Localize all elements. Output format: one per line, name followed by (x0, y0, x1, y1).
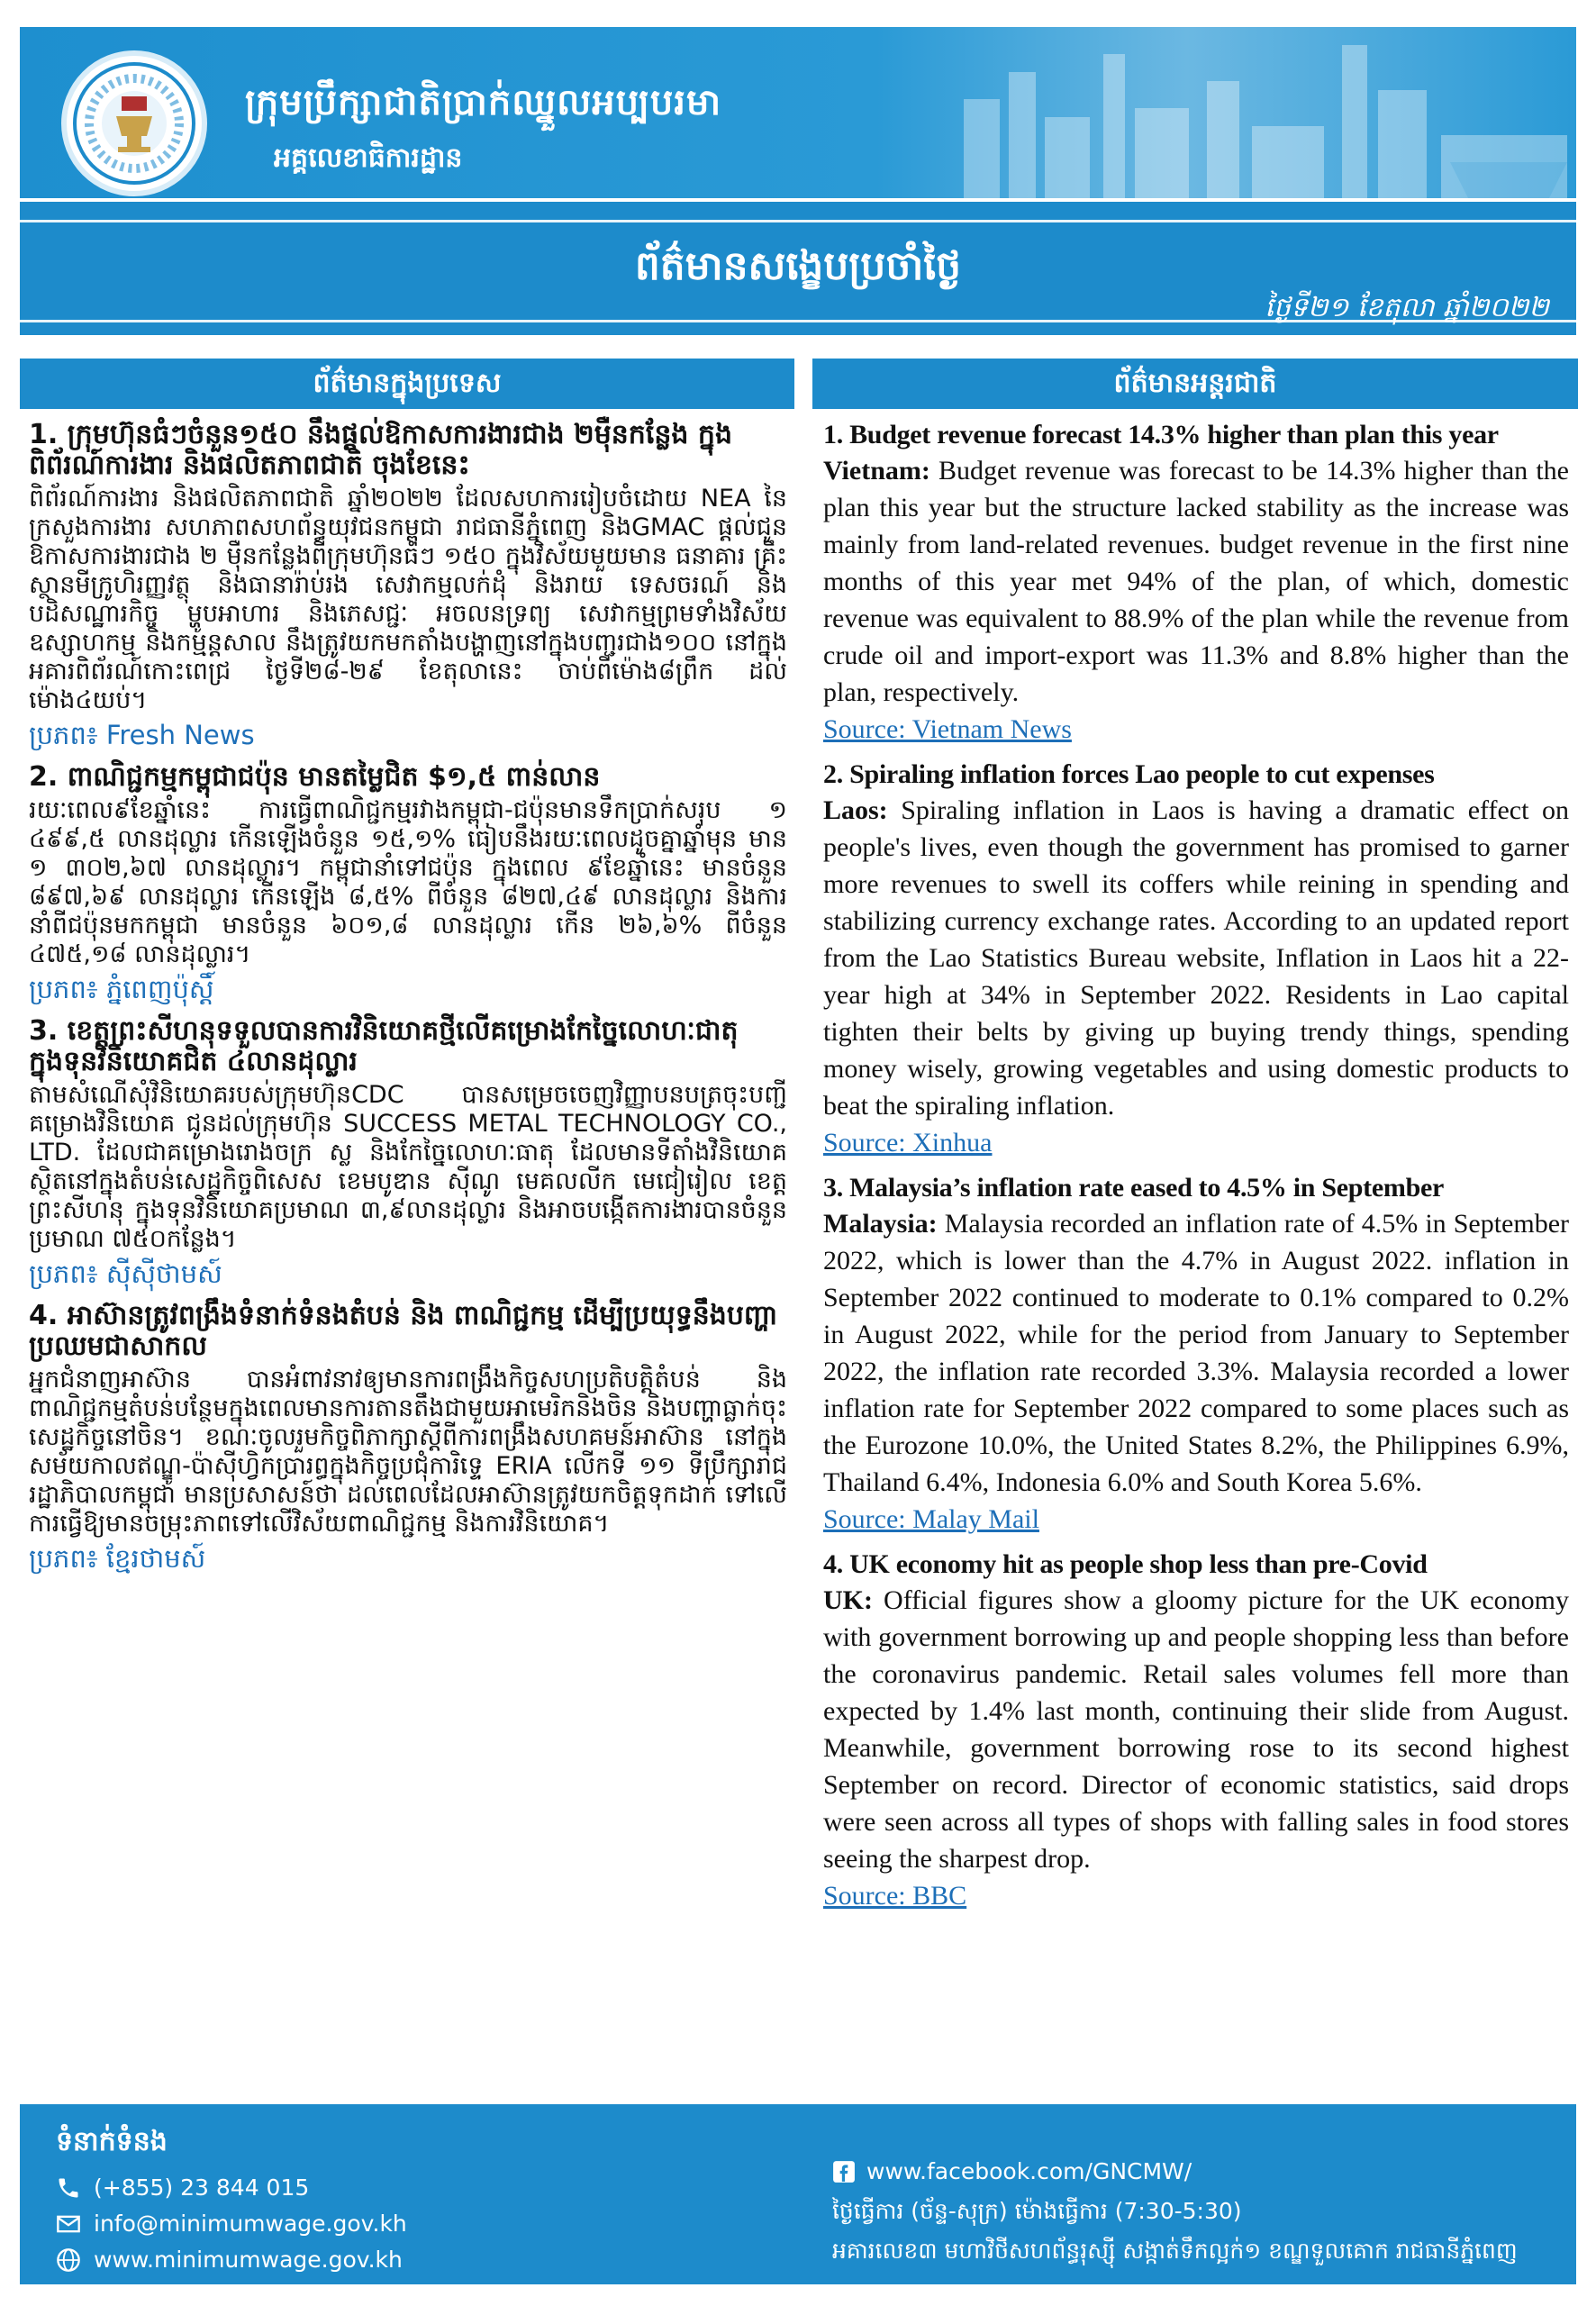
organization-name: ក្រុមប្រឹក្សាជាតិប្រាក់ឈ្នួលអប្បបរមា (245, 81, 722, 123)
news-item (20, 420, 794, 751)
globe-icon (56, 2247, 81, 2273)
international-news-column (812, 359, 1578, 1915)
news-body (823, 792, 1569, 1124)
facebook-icon (832, 2160, 856, 2183)
news-title: 2. ពាណិជ្ជកម្មកម្ពុជាជប៉ុន មានតម្លៃជិត $១,៥ ពាន់លាន (29, 761, 601, 793)
news-title: 3. ខេត្តព្រះសីហនុទទួលបានការវិនិយោគថ្មីលើគម្រោងកែច្នៃលោហៈជាតុក្នុងទុនវិនិយោគជិត ៤លានដុល្លារ (29, 1015, 739, 1077)
news-source-link[interactable]: ប្រភព៖ ខ្មែរថាមស៍ (29, 1543, 206, 1574)
domestic-news-column (20, 359, 794, 1575)
news-text: Official figures show a gloomy picture for the UK economy with government borrowing up and people shopping less than before the coronavirus pandemic. Retail sales volumes fell more than expected by 1.4% last month, continuing their slide from August. Meanwhile, government borrowing rose to its second highest September on record. Director of economic statistics, said drops were seen across all types of shops with falling sales in food stores seeing the sharpest drop. (823, 1585, 1569, 1874)
news-body: អ្នកជំនាញអាស៊ាន បានអំពាវនាវឲ្យមានការពង្រឹងកិច្ចសហប្រតិបត្តិតំបន់ និងពាណិជ្ជកម្មតំបន់បន្ថែមក្នុងពេលមានការតានតឹងជាមួយអាមេរិកនិងចិន និងបញ្ហាធ្លាក់ចុះសេដ្ឋកិច្ចនៅចិន។ ខណៈចូលរួមកិច្ចពិភាក្សាស្តីពីការពង្រឹងសហគមន៍អាស៊ាន នៅក្នុងសម័យកាលឥណ្ឌូ-ប៉ាស៊ីហ្វិកប្រារព្ធក្នុងកិច្ចប្រជុំការិទ្ទេ ERIA លើកទី ១១ ទីប្រឹក្សារាជរដ្ឋាភិបាលកម្ពុជា មានប្រសាសន៍ថា ដល់ពេលដែលអាស៊ានត្រូវយកចិត្តទុកដាក់ ទៅលើការធ្វើឱ្យមានចម្រុះភាពទៅលើវិស័យពាណិជ្ជកម្ម និងការវិនិយោគ។ (29, 1366, 787, 1538)
news-source-link[interactable]: ប្រភព៖ ភ្នំពេញប៉ុស្តិ៍ (29, 974, 214, 1004)
working-hours: ថ្ងៃធ្វើការ (ច័ន្ទ-សុក្រ) ម៉ោងធ្វើការ (7:30-5:30) (832, 2198, 1242, 2224)
header-banner (20, 27, 1576, 216)
news-text: Budget revenue was forecast to be 14.3% higher than the plan this year but the structure lacked stability as the increase was mainly from land-related revenues. budget revenue in the first nine months of this year met 94% of the plan, of which, domestic revenue was equivalent to 88.9% of the plan while the revenue from crude oil and import-export was 11.3% and 8.8% higher than the plan, respectively. (823, 456, 1569, 707)
news-text: Malaysia recorded an inflation rate of 4.5% in September 2022, which is lower than the 4.7% in August 2022. inflation in September 2022 continued to moderate to 0.1% compared to 0.2% in August 2022, while for the period from January to September 2022, the inflation rate recorded 3.3%. Malaysia recorded a lower inflation rate for September 2022 compared to some places such as the Eurozone 10.0%, the United States 8.2%, the Philippines 6.9%, Thailand 6.4%, Indonesia 6.0% and South Korea 5.6%. (823, 1209, 1569, 1497)
news-item (20, 1301, 794, 1575)
news-source-link[interactable]: Source: Vietnam News (823, 714, 1072, 744)
organization-subtitle: អគ្គលេខាធិការដ្ឋាន (274, 142, 463, 174)
news-item (812, 1171, 1578, 1539)
news-item (812, 758, 1578, 1162)
email-icon (56, 2211, 81, 2237)
contact-phone (56, 2174, 309, 2201)
news-source-link[interactable]: Source: Xinhua (823, 1128, 993, 1158)
contact-website (56, 2247, 403, 2273)
news-body (823, 1205, 1569, 1501)
news-country: Laos: (823, 795, 888, 825)
council-seal-icon (71, 60, 197, 186)
facebook-link[interactable]: www.facebook.com/GNCMW/ (866, 2158, 1192, 2184)
news-item (812, 1548, 1578, 1915)
news-body: តាមសំណើសុំវិនិយោគរបស់ក្រុមហ៊ុនCDC បានសម្រេចចេញវិញ្ញាបនបត្រចុះបញ្ជីគម្រោងវិនិយោគ ជូនដល់ក្រុមហ៊ុន SUCCESS METAL TECHNOLOGY CO., LTD. ដែលជាគម្រោងរោងចក្រ ស្ល និងកែច្នៃលោហៈធាតុ ដែលមានទីតាំងវិនិយោគស្ថិតនៅក្នុងតំបន់សេដ្ឋកិច្ចពិសេស ខេមបូឌាន ស៊ីណូ មេគលលីក មេជៀរៀល ខេត្តព្រះសីហនុ ក្នុងទុនវិនិយោគប្រមាណ ៣,៩លានដុល្លារ និងអាចបង្កើតការងារបានចំនួនប្រមាណ ៧៥០កន្លែង។ (29, 1081, 787, 1253)
news-source-link[interactable]: Source: Malay Mail (823, 1504, 1039, 1534)
phone-icon (56, 2175, 81, 2201)
divider (20, 220, 1576, 222)
domestic-news-heading: ព័ត៌មានក្នុងប្រទេស (20, 359, 794, 409)
news-title: 2. Spiraling inflation forces Lao people to cut expenses (823, 759, 1435, 789)
news-source-link[interactable]: ប្រភព៖ ស៊ីស៊ីថាមស៍ (29, 1258, 222, 1289)
news-body (823, 1582, 1569, 1877)
news-title: 4. UK economy hit as people shop less than pre-Covid (823, 1549, 1428, 1579)
news-title: 1. ក្រុមហ៊ុនធំៗចំនួន១៥០ នឹងផ្តល់ឱកាសការងារជាង ២ម៉ឺនកន្លែង ក្នុងពិព័រណ៍ការងារ និងផលិតភាពជាតិ ចុងខែនេះ (29, 419, 732, 481)
news-title: 1. Budget revenue forecast 14.3% higher than plan this year (823, 420, 1499, 449)
issue-date: ថ្ងៃទី២១ ខែតុលា ឆ្នាំ២០២២ (1265, 292, 1549, 323)
international-news-heading: ព័ត៌មានអន្តរជាតិ (812, 359, 1578, 409)
contact-email (56, 2211, 407, 2237)
news-text: Spiraling inflation in Laos is having a dramatic effect on people's lives, even though the government has promised to garner more revenues to swell its coffers while reining in spending and stabilizing currency exchange rates. According to an updated report from the Lao Statistics Bureau website, Inflation in Laos hit a 22-year high at 34% in September 2022. Residents in Lao capital tighten their belts by giving up buying trendy things, spending money wisely, growing vegetables and using domestic products to beat the spiraling inflation. (823, 795, 1569, 1121)
contact-title: ទំនាក់ទំនង (56, 2126, 168, 2157)
title-banner (20, 198, 1576, 335)
logo (61, 50, 207, 196)
news-body (823, 452, 1569, 711)
news-title: 4. អាស៊ានត្រូវពង្រឹងទំនាក់ទំនងតំបន់ និង ពាណិជ្ជកម្ម ដើម្បីប្រយុទ្ធនឹងបញ្ហាប្រឈមជាសាកល (29, 1300, 778, 1362)
news-country: UK: (823, 1585, 873, 1615)
news-country: Vietnam: (823, 456, 930, 486)
contact-facebook (832, 2158, 1192, 2184)
news-title: 3. Malaysia’s inflation rate eased to 4.5% in September (823, 1173, 1444, 1203)
news-country: Malaysia: (823, 1209, 938, 1239)
website-link[interactable]: www.minimumwage.gov.kh (94, 2247, 403, 2273)
news-body: ពិព័រណ៍ការងារ និងផលិតភាពជាតិ ឆ្នាំ២០២២ ដែលសហការរៀបចំដោយ NEA នៃក្រសួងការងារ សហភាពសហព័ន្ធយុវជនកម្ពុជា រាជធានីភ្នំពេញ និងGMAC ផ្តល់ជូនឱកាសការងារជាង ២ ម៉ឺនកន្លែងពីក្រុមហ៊ុនធំៗ ១៥០ ក្នុងវិស័យមួយមាន ធនាគារ គ្រឹះស្ថានមីក្រូហិរញ្ញវត្ថុ និងធានារ៉ាប់រង សេវាកម្មលក់ដុំ និងរាយ ទេសចរណ៍ និងបដិសណ្ឋារកិច្ច ម្ហូបអាហារ និងភេសជ្ជៈ អចលនទ្រព្យ សេវាកម្មព្រមទាំងវិស័យឧស្សាហកម្ម និងកម្មន្តសាល នឹងត្រូវយកមកតាំងបង្ហាញនៅក្នុងបញ្ជរជាង១០០ នៅក្នុងអគារពិព័រណ៍កោះពេជ្រ ថ្ងៃទី២៨-២៩ ខែតុលានេះ ចាប់ពីម៉ោង៨ព្រឹក ដល់ម៉ោង៤យប់។ (29, 485, 787, 714)
news-body: រយៈពេល៩ខែឆ្នាំនេះ ការធ្វើពាណិជ្ជកម្មរវាងកម្ពុជា-ជប៉ុនមានទឹកប្រាក់សរុប ១ ៤៩៩,៥ លានដុល្លារ កើនឡើងចំនួន ១៥,១% ធៀបនឹងរយៈពេលដូចគ្នាឆ្នាំមុន មាន ១ ៣០២,៦៧ លានដុល្លារ។ កម្ពុជានាំទៅជប៉ុន ក្នុងពេល ៩ខែឆ្នាំនេះ មានចំនួន ៨៩៧,៦៩ លានដុល្លារ កើនឡើង ៨,៥% ពីចំនួន ៨២៧,៤៩ លានដុល្លារ និងការនាំពីជប៉ុនមកកម្ពុជា មានចំនួន ៦០១,៨ លានដុល្លារ កើន ២៦,៦% ពីចំនួន ៤៧៥,១៨ លានដុល្លារ។ (29, 796, 787, 968)
footer (20, 2104, 1576, 2284)
page-title: ព័ត៌មានសង្ខេបប្រចាំថ្ងៃ (634, 243, 962, 289)
news-source-link[interactable]: ប្រភព៖ Fresh News (29, 720, 255, 750)
news-item (20, 1016, 794, 1290)
news-source-link[interactable]: Source: BBC (823, 1881, 967, 1911)
office-address: អគារលេខ៣ មហាវិថីសហព័ន្ធរុស្ស៊ី សង្កាត់ទឹកល្អក់១ ខណ្ឌទួលគោក រាជធានីភ្នំពេញ (832, 2238, 1518, 2264)
phone-number: (+855) 23 844 015 (94, 2174, 310, 2201)
skyline-graphic (946, 27, 1576, 216)
news-item (812, 418, 1578, 749)
email-link[interactable]: info@minimumwage.gov.kh (94, 2211, 407, 2237)
news-item (20, 762, 794, 1005)
